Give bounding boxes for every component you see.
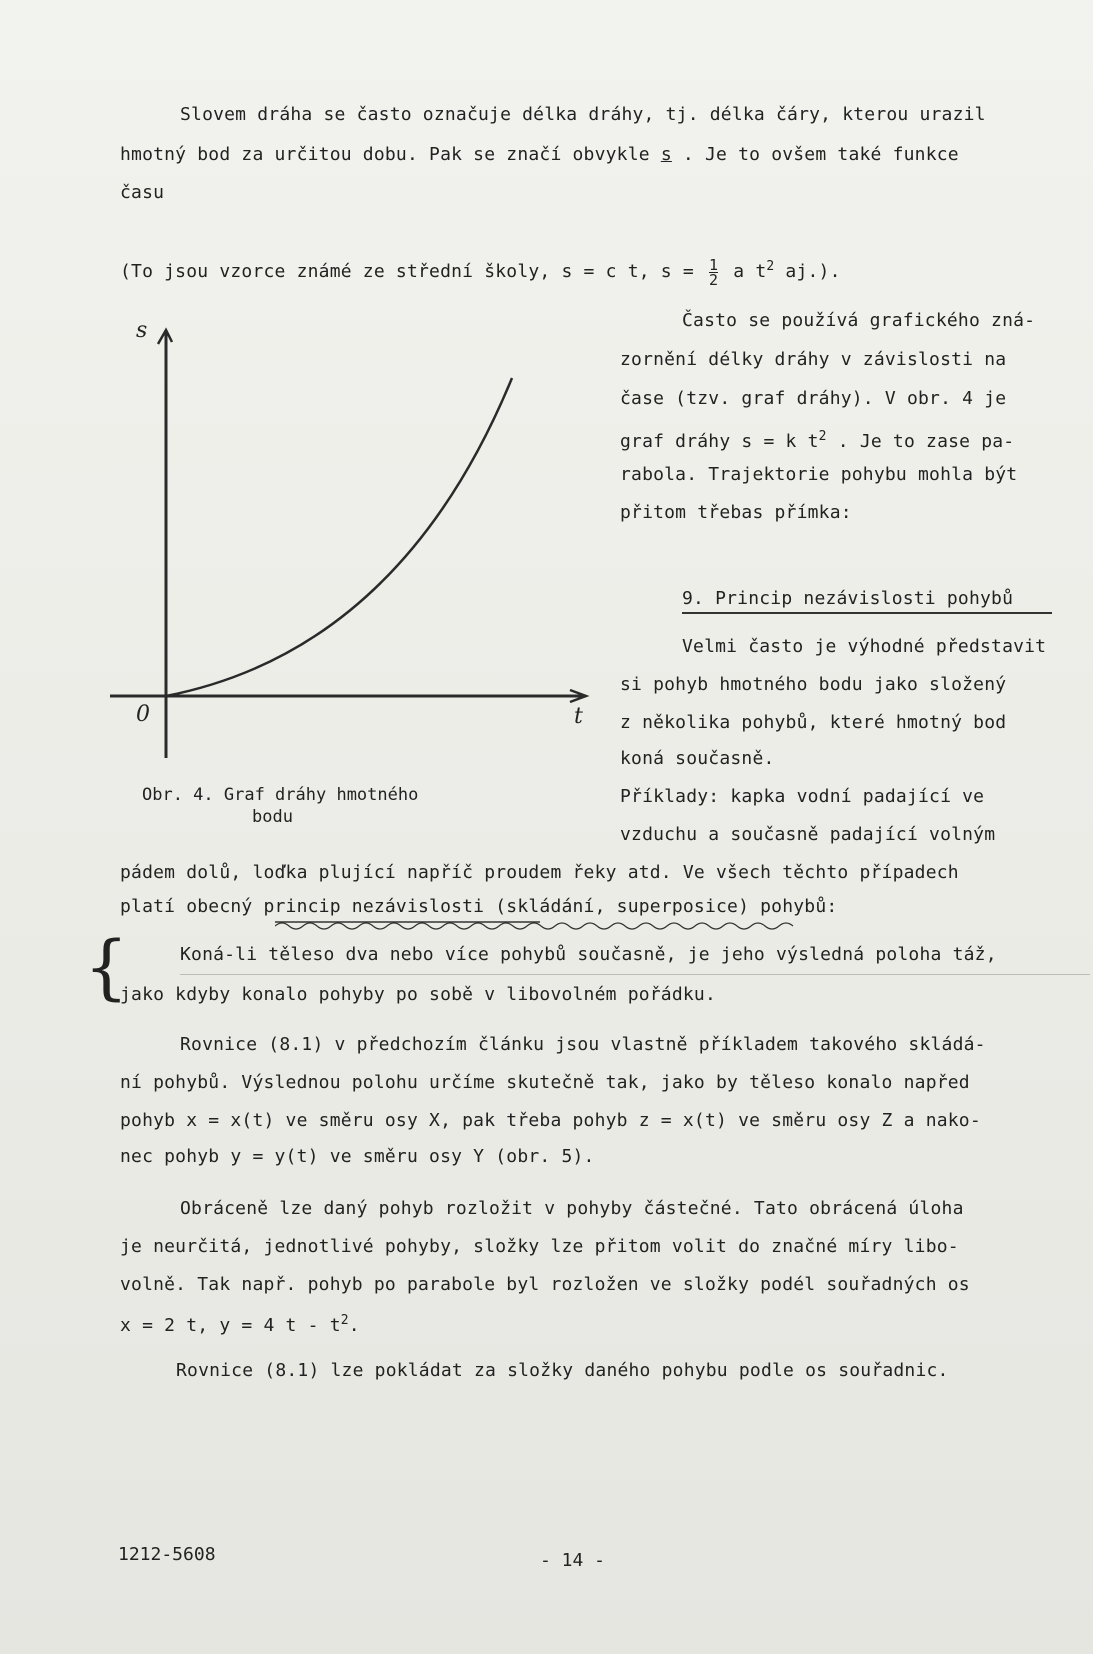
- right-col-line4-b: . Je to zase pa-: [826, 431, 1015, 452]
- right-col-line1: Často se používá grafického zná-: [682, 310, 1036, 331]
- fraction-numerator: 1: [708, 255, 719, 274]
- fraction-one-half: [708, 255, 719, 289]
- para5-line1: Rovnice (8.1) lze pokládat za složky daného pohybu podle os souřadnic.: [176, 1360, 949, 1381]
- origin-label: 0: [136, 702, 150, 727]
- para4-line4-b: .: [348, 1315, 360, 1336]
- formula-exponent: 2: [766, 259, 775, 274]
- document-code: 1212-5608: [118, 1544, 216, 1565]
- para3-line2: ní pohybů. Výslednou polohu určíme skutečně tak, jako by těleso konalo napřed: [120, 1072, 970, 1093]
- formula-c: aj.).: [774, 261, 841, 282]
- left-brace-mark: {: [84, 926, 129, 1008]
- figure-caption-line1: Obr. 4. Graf dráhy hmotného: [142, 785, 419, 805]
- para1-line2-b: . Je to ovšem také funkce: [671, 144, 959, 165]
- para2-line2: [120, 896, 837, 918]
- para4-line4-a: x = 2 t, y = 4 t - t: [120, 1315, 341, 1336]
- right-col-line5: rabola. Trajektorie pohybu mohla být: [620, 464, 1018, 485]
- section-heading: 9. Princip nezávislosti pohybů: [682, 588, 1014, 609]
- section-line2: si pohyb hmotného bodu jako složený: [620, 674, 1007, 695]
- formula-line: [120, 256, 841, 287]
- para1-line3: času: [120, 182, 165, 203]
- right-col-line2: zornění délky dráhy v závislosti na: [620, 349, 1007, 370]
- para2-line2-b: pohybů:: [749, 896, 838, 917]
- section-line1: Velmi často je výhodné představit: [682, 636, 1047, 657]
- para4-line3: volně. Tak např. pohyb po parabole byl rozložen ve složky podél souřadných os: [120, 1274, 970, 1295]
- para2-line1: pádem dolů, loďka plující napříč proudem řeky atd. Ve všech těchto případech: [120, 862, 959, 883]
- para4-line2: je neurčitá, jednotlivé pohyby, složky lze přitom volit do značné míry libo-: [120, 1236, 959, 1257]
- para3-line3: pohyb x = x(t) ve směru osy X, pak třeba pohyb z = x(t) ve směru osy Z a nako-: [120, 1110, 981, 1131]
- right-col-line4: [620, 426, 1014, 453]
- para1-line1: Slovem dráha se často označuje délka dráhy, tj. délka čáry, kterou urazil: [180, 104, 986, 125]
- section-heading-underline: [682, 612, 1052, 614]
- fraction-denominator: 2: [708, 270, 719, 289]
- right-col-line4-a: graf dráhy s = k t: [620, 431, 819, 452]
- para3-line1: Rovnice (8.1) v předchozím článku jsou vlastně příkladem takového skládá-: [180, 1034, 986, 1055]
- principle-underline: [180, 974, 1090, 975]
- para2-line2-a: platí obecný: [120, 896, 264, 917]
- parabola-curve: [166, 378, 512, 696]
- para1-symbol-s: s: [660, 144, 672, 165]
- para3-line4: nec pohyb y = y(t) ve směru osy Y (obr. 5).: [120, 1146, 595, 1167]
- para4-line4-exp: 2: [340, 1313, 349, 1328]
- right-col-line4-exp: 2: [818, 429, 827, 444]
- page-number: - 14 -: [540, 1550, 606, 1571]
- distance-time-graph: [100, 320, 600, 760]
- wavy-underline: [275, 918, 805, 932]
- section-line3: z několika pohybů, které hmotný bod: [620, 712, 1007, 733]
- section-line5: Příklady: kapka vodní padající ve: [620, 786, 985, 807]
- right-col-line6: přitom třebas přímka:: [620, 502, 852, 523]
- para4-line1: Obráceně lze daný pohyb rozložit v pohyby částečné. Tato obrácená úloha: [180, 1198, 964, 1219]
- formula-a: (To jsou vzorce známé ze střední školy, s = c t, s =: [120, 261, 705, 282]
- figure-caption-line2: bodu: [252, 807, 293, 827]
- right-col-line3: čase (tzv. graf dráhy). V obr. 4 je: [620, 388, 1007, 409]
- x-axis-label: t: [574, 704, 583, 729]
- para1-line2-a: hmotný bod za určitou dobu. Pak se značí obvykle: [120, 144, 661, 165]
- section-line6: vzduchu a současně padající volným: [620, 824, 996, 845]
- principle-line2: jako kdyby konalo pohyby po sobě v libovolném pořádku.: [120, 984, 716, 1005]
- principle-line1: Koná-li těleso dva nebo více pohybů současně, je jeho výsledná poloha táž,: [180, 944, 997, 965]
- formula-b: a t: [722, 261, 767, 282]
- y-axis-label: s: [136, 318, 148, 343]
- para4-line4: [120, 1310, 360, 1337]
- para1-line2: [120, 144, 959, 166]
- para2-principle-name: princip nezávislosti (skládání, superposice): [263, 896, 750, 917]
- section-line4: koná současně.: [620, 748, 775, 769]
